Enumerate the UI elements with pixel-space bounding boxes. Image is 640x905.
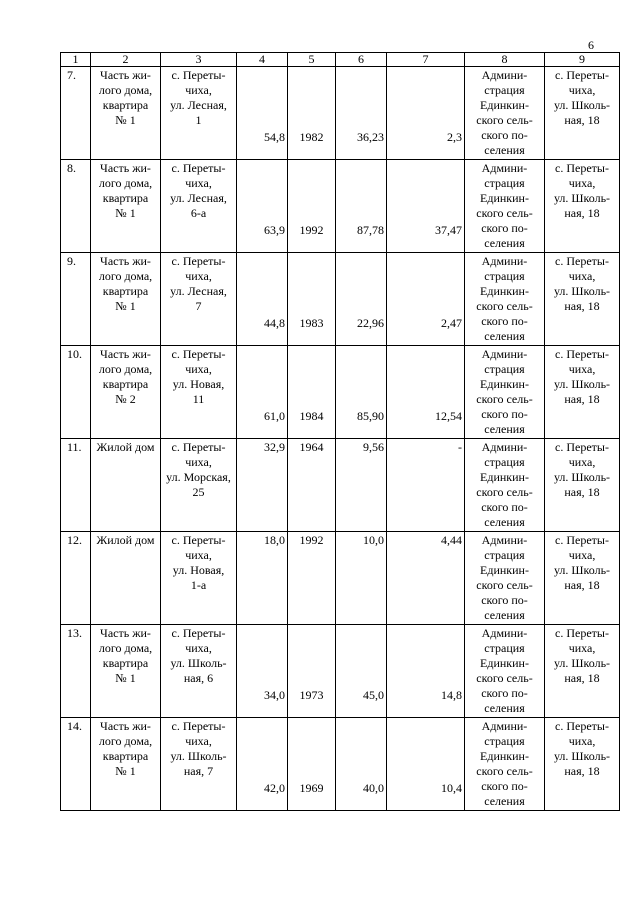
col-5-cell-text: 1964 <box>299 440 324 454</box>
owner-address-cell <box>545 253 620 346</box>
object-name-cell-text: Жилой дом <box>96 533 155 547</box>
col-4-cell <box>237 532 288 625</box>
table-row <box>61 532 620 625</box>
col-4-cell-text: 32,9 <box>264 440 285 454</box>
row-number-cell <box>61 253 91 346</box>
col-7-cell-text: 10,4 <box>441 781 462 795</box>
col-5-cell-text: 1969 <box>299 781 324 795</box>
owner-cell <box>465 253 545 346</box>
col-5-cell <box>288 718 336 811</box>
address-cell-text: с. Переты- чиха, ул. Школь- ная, 6 <box>170 626 227 685</box>
address-cell-text: с. Переты- чиха, ул. Школь- ная, 7 <box>170 719 227 778</box>
owner-cell-text: Админи- страция Единкин- ского сель- ского по- селения <box>476 161 533 250</box>
col-5-cell-text: 1992 <box>299 223 324 237</box>
owner-address-cell <box>545 160 620 253</box>
object-name-cell-text: Часть жи- лого дома, квартира № 1 <box>98 254 153 313</box>
address-cell-text: с. Переты- чиха, ул. Морская, 25 <box>166 440 231 499</box>
col-5-cell <box>288 253 336 346</box>
address-cell <box>161 439 237 532</box>
col-7-cell-text: 2,47 <box>441 316 462 330</box>
col-6-cell-text: 9,56 <box>363 440 384 454</box>
object-name-cell <box>91 346 161 439</box>
column-header: 1 <box>61 53 91 67</box>
row-number-cell-text: 9. <box>67 254 76 268</box>
address-cell-text: с. Переты- чиха, ул. Новая, 11 <box>171 347 226 406</box>
column-header: 9 <box>545 53 620 67</box>
col-7-cell <box>387 346 465 439</box>
owner-cell-text: Админи- страция Единкин- ского сель- ского по- селения <box>476 254 533 343</box>
row-number-cell <box>61 532 91 625</box>
table-body <box>61 67 620 811</box>
table-row <box>61 346 620 439</box>
col-4-cell <box>237 625 288 718</box>
row-number-cell <box>61 718 91 811</box>
col-4-cell-text: 34,0 <box>264 688 285 702</box>
row-number-cell-text: 11. <box>67 440 82 454</box>
owner-cell-text: Админи- страция Единкин- ского сель- ского по- селения <box>476 347 533 436</box>
col-4-cell <box>237 160 288 253</box>
col-6-cell <box>336 67 387 160</box>
address-cell-text: с. Переты- чиха, ул. Лесная, 1 <box>170 68 227 127</box>
col-7-cell <box>387 160 465 253</box>
address-cell <box>161 253 237 346</box>
col-4-cell-text: 42,0 <box>264 781 285 795</box>
table-row <box>61 160 620 253</box>
object-name-cell <box>91 67 161 160</box>
row-number-cell <box>61 439 91 532</box>
owner-address-cell <box>545 532 620 625</box>
row-number-cell-text: 12. <box>67 533 82 547</box>
column-header: 6 <box>336 53 387 67</box>
col-5-cell <box>288 67 336 160</box>
col-7-cell-text: 4,44 <box>441 533 462 547</box>
owner-cell <box>465 439 545 532</box>
col-6-cell <box>336 718 387 811</box>
col-5-cell-text: 1984 <box>299 409 324 423</box>
col-6-cell <box>336 160 387 253</box>
object-name-cell <box>91 439 161 532</box>
col-5-cell <box>288 160 336 253</box>
address-cell <box>161 718 237 811</box>
address-cell <box>161 160 237 253</box>
owner-cell <box>465 346 545 439</box>
column-header: 4 <box>237 53 288 67</box>
col-5-cell-text: 1992 <box>299 533 324 547</box>
col-7-cell <box>387 253 465 346</box>
owner-cell <box>465 67 545 160</box>
col-6-cell <box>336 532 387 625</box>
row-number-cell-text: 7. <box>67 68 76 82</box>
object-name-cell-text: Часть жи- лого дома, квартира № 2 <box>98 347 153 406</box>
col-4-cell-text: 61,0 <box>264 409 285 423</box>
owner-address-cell-text: с. Переты- чиха, ул. Школь- ная, 18 <box>553 347 611 406</box>
column-header: 2 <box>91 53 161 67</box>
row-number-cell <box>61 67 91 160</box>
owner-cell <box>465 160 545 253</box>
row-number-cell <box>61 160 91 253</box>
col-4-cell <box>237 253 288 346</box>
col-5-cell-text: 1973 <box>299 688 324 702</box>
row-number-cell-text: 8. <box>67 161 76 175</box>
col-6-cell-text: 22,96 <box>357 316 384 330</box>
page-number: 6 <box>588 38 594 52</box>
col-4-cell-text: 63,9 <box>264 223 285 237</box>
address-cell-text: с. Переты- чиха, ул. Новая, 1-а <box>171 533 226 592</box>
col-7-cell-text: 14,8 <box>441 688 462 702</box>
address-cell <box>161 346 237 439</box>
col-7-cell-text: 37,47 <box>435 223 462 237</box>
object-name-cell <box>91 253 161 346</box>
address-cell-text: с. Переты- чиха, ул. Лесная, 6-а <box>170 161 227 220</box>
table-row <box>61 718 620 811</box>
col-5-cell <box>288 532 336 625</box>
col-7-cell <box>387 439 465 532</box>
col-6-cell-text: 87,78 <box>357 223 384 237</box>
col-4-cell <box>237 718 288 811</box>
col-6-cell <box>336 439 387 532</box>
object-name-cell-text: Часть жи- лого дома, квартира № 1 <box>98 161 153 220</box>
row-number-cell <box>61 346 91 439</box>
table-row <box>61 625 620 718</box>
owner-cell <box>465 718 545 811</box>
column-header: 3 <box>161 53 237 67</box>
object-name-cell <box>91 160 161 253</box>
object-name-cell <box>91 532 161 625</box>
col-5-cell <box>288 346 336 439</box>
object-name-cell-text: Часть жи- лого дома, квартира № 1 <box>98 68 153 127</box>
column-header: 5 <box>288 53 336 67</box>
owner-address-cell <box>545 346 620 439</box>
owner-cell-text: Админи- страция Единкин- ского сель- ского по- селения <box>476 626 533 715</box>
address-cell <box>161 625 237 718</box>
col-6-cell-text: 45,0 <box>363 688 384 702</box>
col-5-cell-text: 1983 <box>299 316 324 330</box>
col-7-cell <box>387 718 465 811</box>
owner-address-cell <box>545 439 620 532</box>
owner-address-cell-text: с. Переты- чиха, ул. Школь- ная, 18 <box>553 719 611 778</box>
col-4-cell-text: 18,0 <box>264 533 285 547</box>
owner-address-cell <box>545 718 620 811</box>
col-5-cell <box>288 439 336 532</box>
owner-cell-text: Админи- страция Единкин- ского сель- ского по- селения <box>476 440 533 529</box>
address-cell-text: с. Переты- чиха, ул. Лесная, 7 <box>170 254 227 313</box>
property-table <box>60 52 620 811</box>
object-name-cell-text: Часть жи- лого дома, квартира № 1 <box>98 719 153 778</box>
col-7-cell <box>387 67 465 160</box>
col-6-cell-text: 40,0 <box>363 781 384 795</box>
owner-address-cell-text: с. Переты- чиха, ул. Школь- ная, 18 <box>553 626 611 685</box>
col-5-cell <box>288 625 336 718</box>
owner-address-cell-text: с. Переты- чиха, ул. Школь- ная, 18 <box>553 254 611 313</box>
object-name-cell <box>91 625 161 718</box>
owner-address-cell-text: с. Переты- чиха, ул. Школь- ная, 18 <box>553 68 611 127</box>
col-4-cell <box>237 346 288 439</box>
col-7-cell-text: 2,3 <box>447 130 462 144</box>
owner-address-cell <box>545 67 620 160</box>
col-4-cell-text: 44,8 <box>264 316 285 330</box>
col-6-cell-text: 10,0 <box>363 533 384 547</box>
col-7-cell <box>387 625 465 718</box>
owner-cell-text: Админи- страция Единкин- ского сель- ского по- селения <box>476 533 533 622</box>
owner-cell <box>465 625 545 718</box>
col-4-cell <box>237 439 288 532</box>
col-4-cell <box>237 67 288 160</box>
table-row <box>61 253 620 346</box>
table-row <box>61 439 620 532</box>
row-number-cell-text: 13. <box>67 626 82 640</box>
row-number-cell-text: 10. <box>67 347 82 361</box>
owner-cell <box>465 532 545 625</box>
header-row <box>61 53 620 67</box>
col-5-cell-text: 1982 <box>299 130 324 144</box>
col-4-cell-text: 54,8 <box>264 130 285 144</box>
object-name-cell-text: Жилой дом <box>96 440 155 454</box>
table-row <box>61 67 620 160</box>
object-name-cell-text: Часть жи- лого дома, квартира № 1 <box>98 626 153 685</box>
owner-address-cell <box>545 625 620 718</box>
col-7-cell-text: - <box>458 440 462 454</box>
col-6-cell-text: 85,90 <box>357 409 384 423</box>
col-7-cell-text: 12,54 <box>435 409 462 423</box>
col-6-cell-text: 36,23 <box>357 130 384 144</box>
address-cell <box>161 532 237 625</box>
col-7-cell <box>387 532 465 625</box>
row-number-cell <box>61 625 91 718</box>
object-name-cell <box>91 718 161 811</box>
column-header: 8 <box>465 53 545 67</box>
address-cell <box>161 67 237 160</box>
owner-address-cell-text: с. Переты- чиха, ул. Школь- ная, 18 <box>553 533 611 592</box>
col-6-cell <box>336 346 387 439</box>
col-6-cell <box>336 253 387 346</box>
owner-address-cell-text: с. Переты- чиха, ул. Школь- ная, 18 <box>553 161 611 220</box>
owner-cell-text: Админи- страция Единкин- ского сель- ского по- селения <box>476 719 533 808</box>
row-number-cell-text: 14. <box>67 719 82 733</box>
owner-cell-text: Админи- страция Единкин- ского сель- ского по- селения <box>476 68 533 157</box>
owner-address-cell-text: с. Переты- чиха, ул. Школь- ная, 18 <box>553 440 611 499</box>
column-header: 7 <box>387 53 465 67</box>
col-6-cell <box>336 625 387 718</box>
